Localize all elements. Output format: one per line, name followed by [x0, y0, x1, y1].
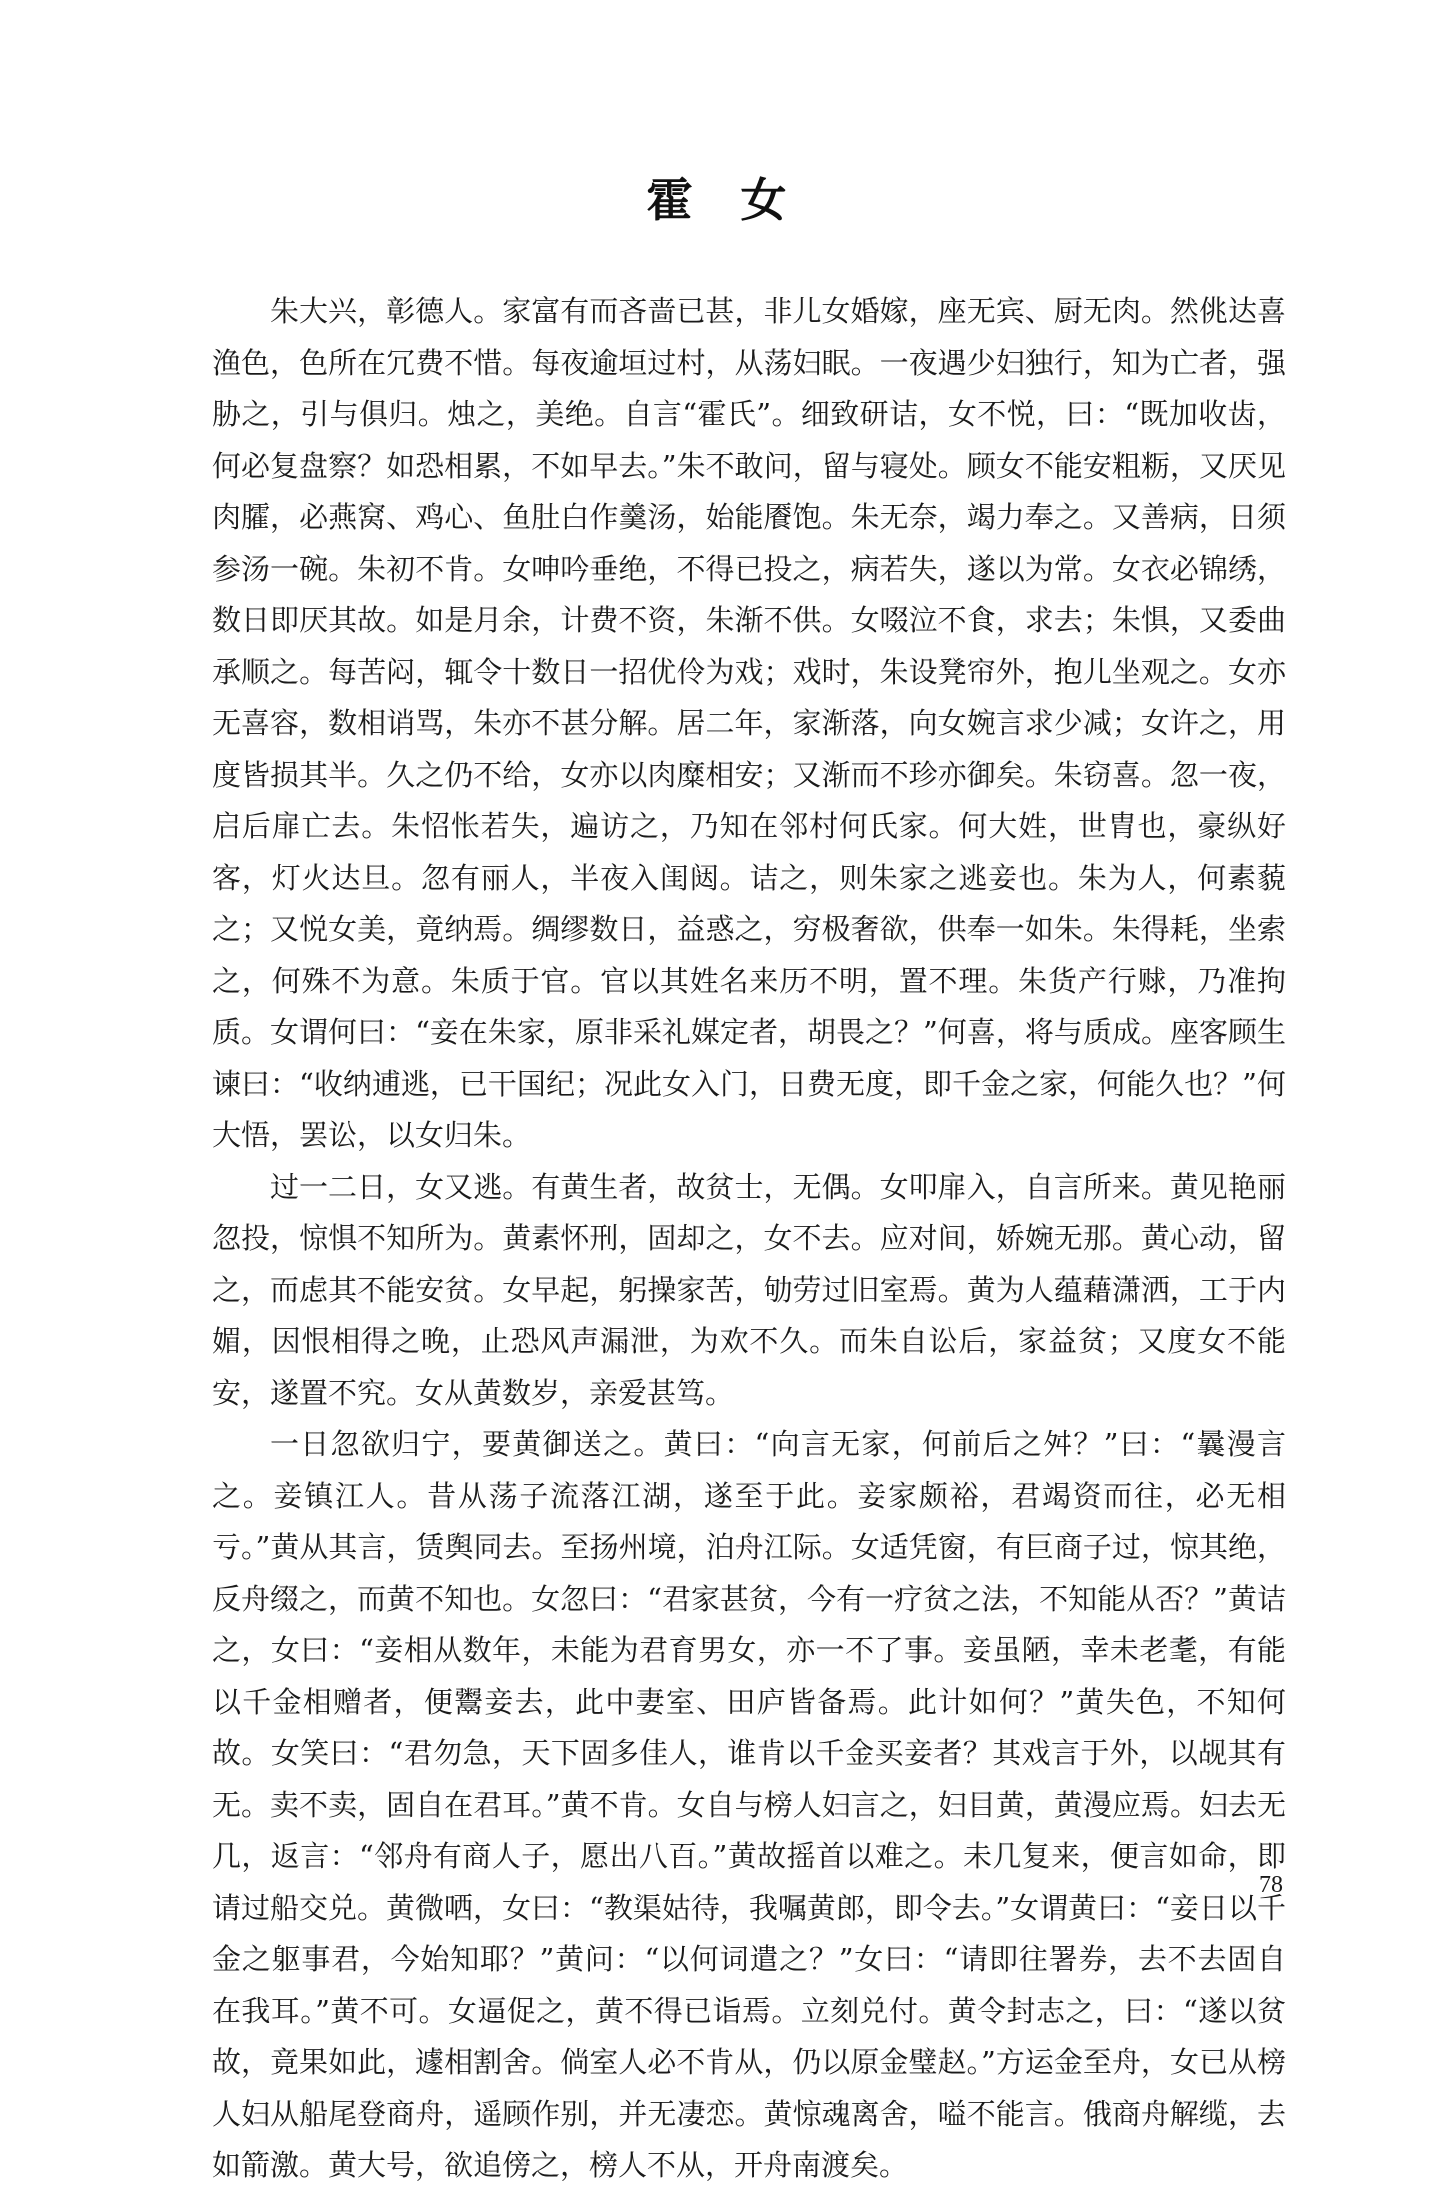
paragraph-3: 一日忽欲归宁，要黄御送之。黄曰：“向言无家，何前后之舛？”曰：“曩漫言之。妾镇江人。昔从荡子流落江湖，遂至于此。妾家颇裕，君竭资而往，必无相亏。”黄从其言，赁舆同去。至扬州境，泊舟江际。女适凭窗，有巨商子过，惊其绝，反舟缀之，而黄不知也。女忽曰：“君家甚贫，今有一疗贫之法，不知能从否？”黄诘之，女曰：“妾相从数年，未能为君育男女，亦一不了事。妾虽陋，幸未老耄，有能以千金相赠者，便鬻妾去，此中妻室、田庐皆备焉。此计如何？”黄失色，不知何故。女笑曰：“君勿急，天下固多佳人，谁肯以千金买妾者？其戏言于外，以觇其有无。卖不卖，固自在君耳。”黄不肯。女自与榜人妇言之，妇目黄，黄漫应焉。妇去无几，返言：“邻舟有商人子，愿出八百。”黄故摇首以难之。未几复来，便言如命，即请过船交兑。黄微哂，女曰：“教渠姑待，我嘱黄郎，即令去。”女谓黄曰：“妾日以千金之躯事君，今始知耶？”黄问：“以何词遣之？”女曰：“请即往署券，去不去固自在我耳。”黄不可。女逼促之，黄不得已诣焉。立刻兑付。黄令封志之，曰：“遂以贫故，竟果如此，遽相割舍。倘室人必不肯从，仍以原金璧赵。”方运金至舟，女已从榜人妇从船尾登商舟，遥顾作别，并无凄恋。黄惊魂离舍，嗌不能言。俄商舟解缆，去如箭激。黄大号，欲追傍之，榜人不从，开舟南渡矣。	[212, 1427, 1286, 2182]
page-title: 霍女	[646, 173, 835, 227]
document-body	[212, 286, 1286, 2192]
paragraph-1: 朱大兴，彰德人。家富有而吝啬已甚，非儿女婚嫁，座无宾、厨无肉。然佻达喜渔色，色所在冗费不惜。每夜逾垣过村，从荡妇眠。一夜遇少妇独行，知为亡者，强胁之，引与俱归。烛之，美绝。自言“霍氏”。细致研诘，女不悦，曰：“既加收齿，何必复盘察？如恐相累，不如早去。”朱不敢问，留与寝处。顾女不能安粗粝，又厌见肉臛，必燕窝、鸡心、鱼肚白作羹汤，始能餍饱。朱无奈，竭力奉之。又善病，日须参汤一碗。朱初不肯。女呻吟垂绝，不得已投之，病若失，遂以为常。女衣必锦绣，数日即厌其故。如是月余，计费不资，朱渐不供。女啜泣不食，求去；朱惧，又委曲承顺之。每苦闷，辄令十数日一招优伶为戏；戏时，朱设凳帘外，抱儿坐观之。女亦无喜容，数相诮骂，朱亦不甚分解。居二年，家渐落，向女婉言求少减；女许之，用度皆损其半。久之仍不给，女亦以肉糜相安；又渐而不珍亦御矣。朱窃喜。忽一夜，启后扉亡去。朱怊怅若失，遍访之，乃知在邻村何氏家。何大姓，世胄也，豪纵好客，灯火达旦。忽有丽人，半夜入闺闼。诘之，则朱家之逃妾也。朱为人，何素藐之；又悦女美，竟纳焉。绸缪数日，益惑之，穷极奢欲，供奉一如朱。朱得耗，坐索之，何殊不为意。朱质于官。官以其姓名来历不明，置不理。朱货产行赇，乃准拘质。女谓何曰：“妾在朱家，原非采礼媒定者，胡畏之？”何喜，将与质成。座客顾生谏曰：“收纳逋逃，已干国纪；况此女入门，日费无度，即千金之家，何能久也？”何大悟，罢讼，以女归朱。	[212, 294, 1286, 1152]
paragraph-2: 过一二日，女又逃。有黄生者，故贫士，无偶。女叩扉入，自言所来。黄见艳丽忽投，惊惧不知所为。黄素怀刑，固却之，女不去。应对间，娇婉无那。黄心动，留之，而虑其不能安贫。女早起，躬操家苦，劬劳过旧室焉。黄为人蕴藉潇洒，工于内媚，因恨相得之晚，止恐风声漏泄，为欢不久。而朱自讼后，家益贫；又度女不能安，遂置不究。女从黄数岁，亲爱甚笃。	[212, 1169, 1286, 1410]
page-number: 78	[1259, 1872, 1283, 1898]
